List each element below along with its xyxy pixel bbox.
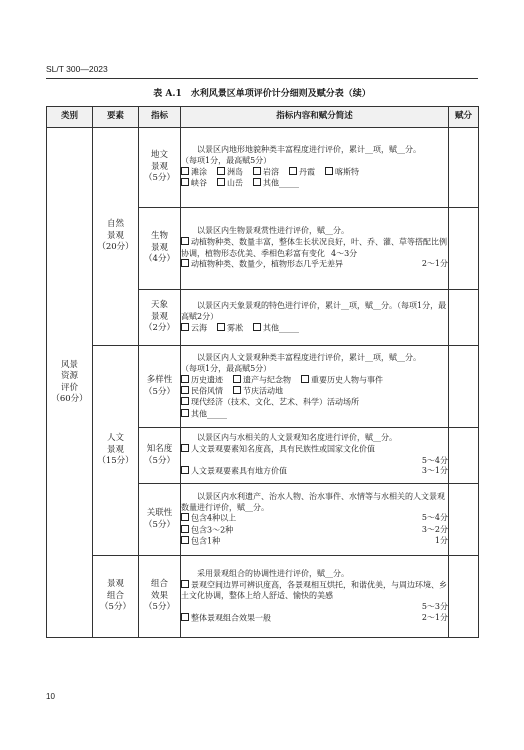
checkbox-icon	[217, 167, 225, 175]
checkbox-icon	[181, 323, 189, 331]
indicator-cell: 多样性 （5分）	[139, 346, 181, 428]
checkbox-icon	[181, 444, 189, 452]
element-cell-natural: 自然 景观 （20分）	[93, 128, 139, 346]
checkbox-icon	[301, 375, 309, 383]
table-header-row	[47, 107, 479, 128]
score-cell[interactable]	[449, 484, 479, 556]
content-cell: 采用景观组合的协调性进行评价，赋__分。 景观空间边界可辨识度高，各景观相互烘托，和谐优美，与周边环境、乡土文化协调，整体上给人舒适、愉快的美感 5～3分 整体景观组合效果一般 2～1分	[181, 556, 449, 638]
checkbox-icon	[181, 525, 189, 533]
page-number: 10	[46, 692, 55, 701]
checkbox-icon	[181, 536, 189, 544]
scoring-table	[46, 106, 479, 638]
content-cell: 以景区内水利遗产、治水人物、治水事件、水情等与水相关的人文景观数量进行评价，赋__分。 包含4种以上 5～4分 包含3～2种 3～2分 包含1种 1分	[181, 484, 449, 556]
indicator-cell: 地文 景观 （5分）	[139, 128, 181, 208]
checkbox-icon	[289, 167, 297, 175]
score-cell[interactable]	[449, 208, 479, 290]
checkbox-icon	[181, 178, 189, 186]
checkbox-icon	[253, 167, 261, 175]
checkbox-icon	[217, 178, 225, 186]
indicator-cell: 生物 景观 （4分）	[139, 208, 181, 290]
checkbox-icon	[181, 259, 189, 267]
indicator-cell: 天象 景观 （2分）	[139, 290, 181, 346]
checkbox-icon	[181, 580, 189, 588]
standard-code: SL/T 300—2023	[46, 64, 108, 74]
checkbox-icon	[181, 386, 189, 394]
checkbox-icon	[181, 167, 189, 175]
checkbox-icon	[181, 397, 189, 405]
score-cell[interactable]	[449, 428, 479, 484]
table-row	[47, 128, 479, 208]
checkbox-icon	[325, 167, 333, 175]
checkbox-icon	[233, 386, 241, 394]
checkbox-icon	[181, 466, 189, 474]
header-rule	[46, 78, 478, 79]
indicator-cell: 知名度 （5分）	[139, 428, 181, 484]
checkbox-icon	[181, 513, 189, 521]
content-cell: 以景区内地形地貌种类丰富程度进行评价，累计__项，赋__分。 （每项1分，最高赋5分） 滩涂 洲岛 岩溶 丹霞 喀斯特 峡谷 山岳 其他_____	[181, 128, 449, 208]
column-header-category: 类别	[47, 107, 93, 128]
score-cell[interactable]	[449, 346, 479, 428]
column-header-score: 赋分	[449, 107, 479, 128]
checkbox-icon	[217, 323, 225, 331]
element-cell-cultural: 人文 景观 （15分）	[93, 346, 139, 556]
checkbox-icon	[233, 375, 241, 383]
checkbox-icon	[181, 409, 189, 417]
checkbox-icon	[181, 237, 189, 245]
checkbox-icon	[253, 323, 261, 331]
indicator-cell: 组合 效果 （5分）	[139, 556, 181, 638]
content-cell: 以景区内生物景观赏性进行评价，赋__分。 动植物种类、数量丰富，整体生长状况良好，叶、乔、灌、草等搭配比例协调，植物形态优美、季相色彩富有变化 4～3分 动植物种类、数量少，植物形态几乎无差异 2～1分	[181, 208, 449, 290]
content-cell: 以景区内人文景观种类丰富程度进行评价，累计__项，赋__分。 （每项1分，最高赋5分） 历史遗迹 遗产与纪念物 重要历史人物与事件 民俗风情 节庆活动地 现代经济（技术、文化、艺术、科学）活动场所 其他_____	[181, 346, 449, 428]
checkbox-icon	[253, 178, 261, 186]
column-header-indicator: 指标	[139, 107, 181, 128]
score-cell[interactable]	[449, 128, 479, 208]
checkbox-icon	[181, 375, 189, 383]
score-cell[interactable]	[449, 290, 479, 346]
checkbox-icon	[181, 613, 189, 621]
category-cell: 风景 资源 评价 （60分）	[47, 128, 93, 638]
indicator-cell: 关联性 （5分）	[139, 484, 181, 556]
table-row	[47, 556, 479, 638]
column-header-element: 要素	[93, 107, 139, 128]
element-cell-combination: 景观 组合 （5分）	[93, 556, 139, 638]
table-row	[47, 346, 479, 428]
content-cell: 以景区内天象景观的特色进行评价，累计__项，赋__分。（每项1分，最高赋2分） 云海 雾凇 其他_____	[181, 290, 449, 346]
content-cell: 以景区内与水相关的人文景观知名度进行评价，赋__分。 人文景观要素知名度高，具有民族性或国家文化价值 5～4分 人文景观要素具有地方价值 3～1分	[181, 428, 449, 484]
score-cell[interactable]	[449, 556, 479, 638]
table-caption: 表 A.1 水利风景区单项评价计分细则及赋分表（续）	[153, 89, 371, 99]
column-header-content: 指标内容和赋分简述	[181, 107, 449, 128]
